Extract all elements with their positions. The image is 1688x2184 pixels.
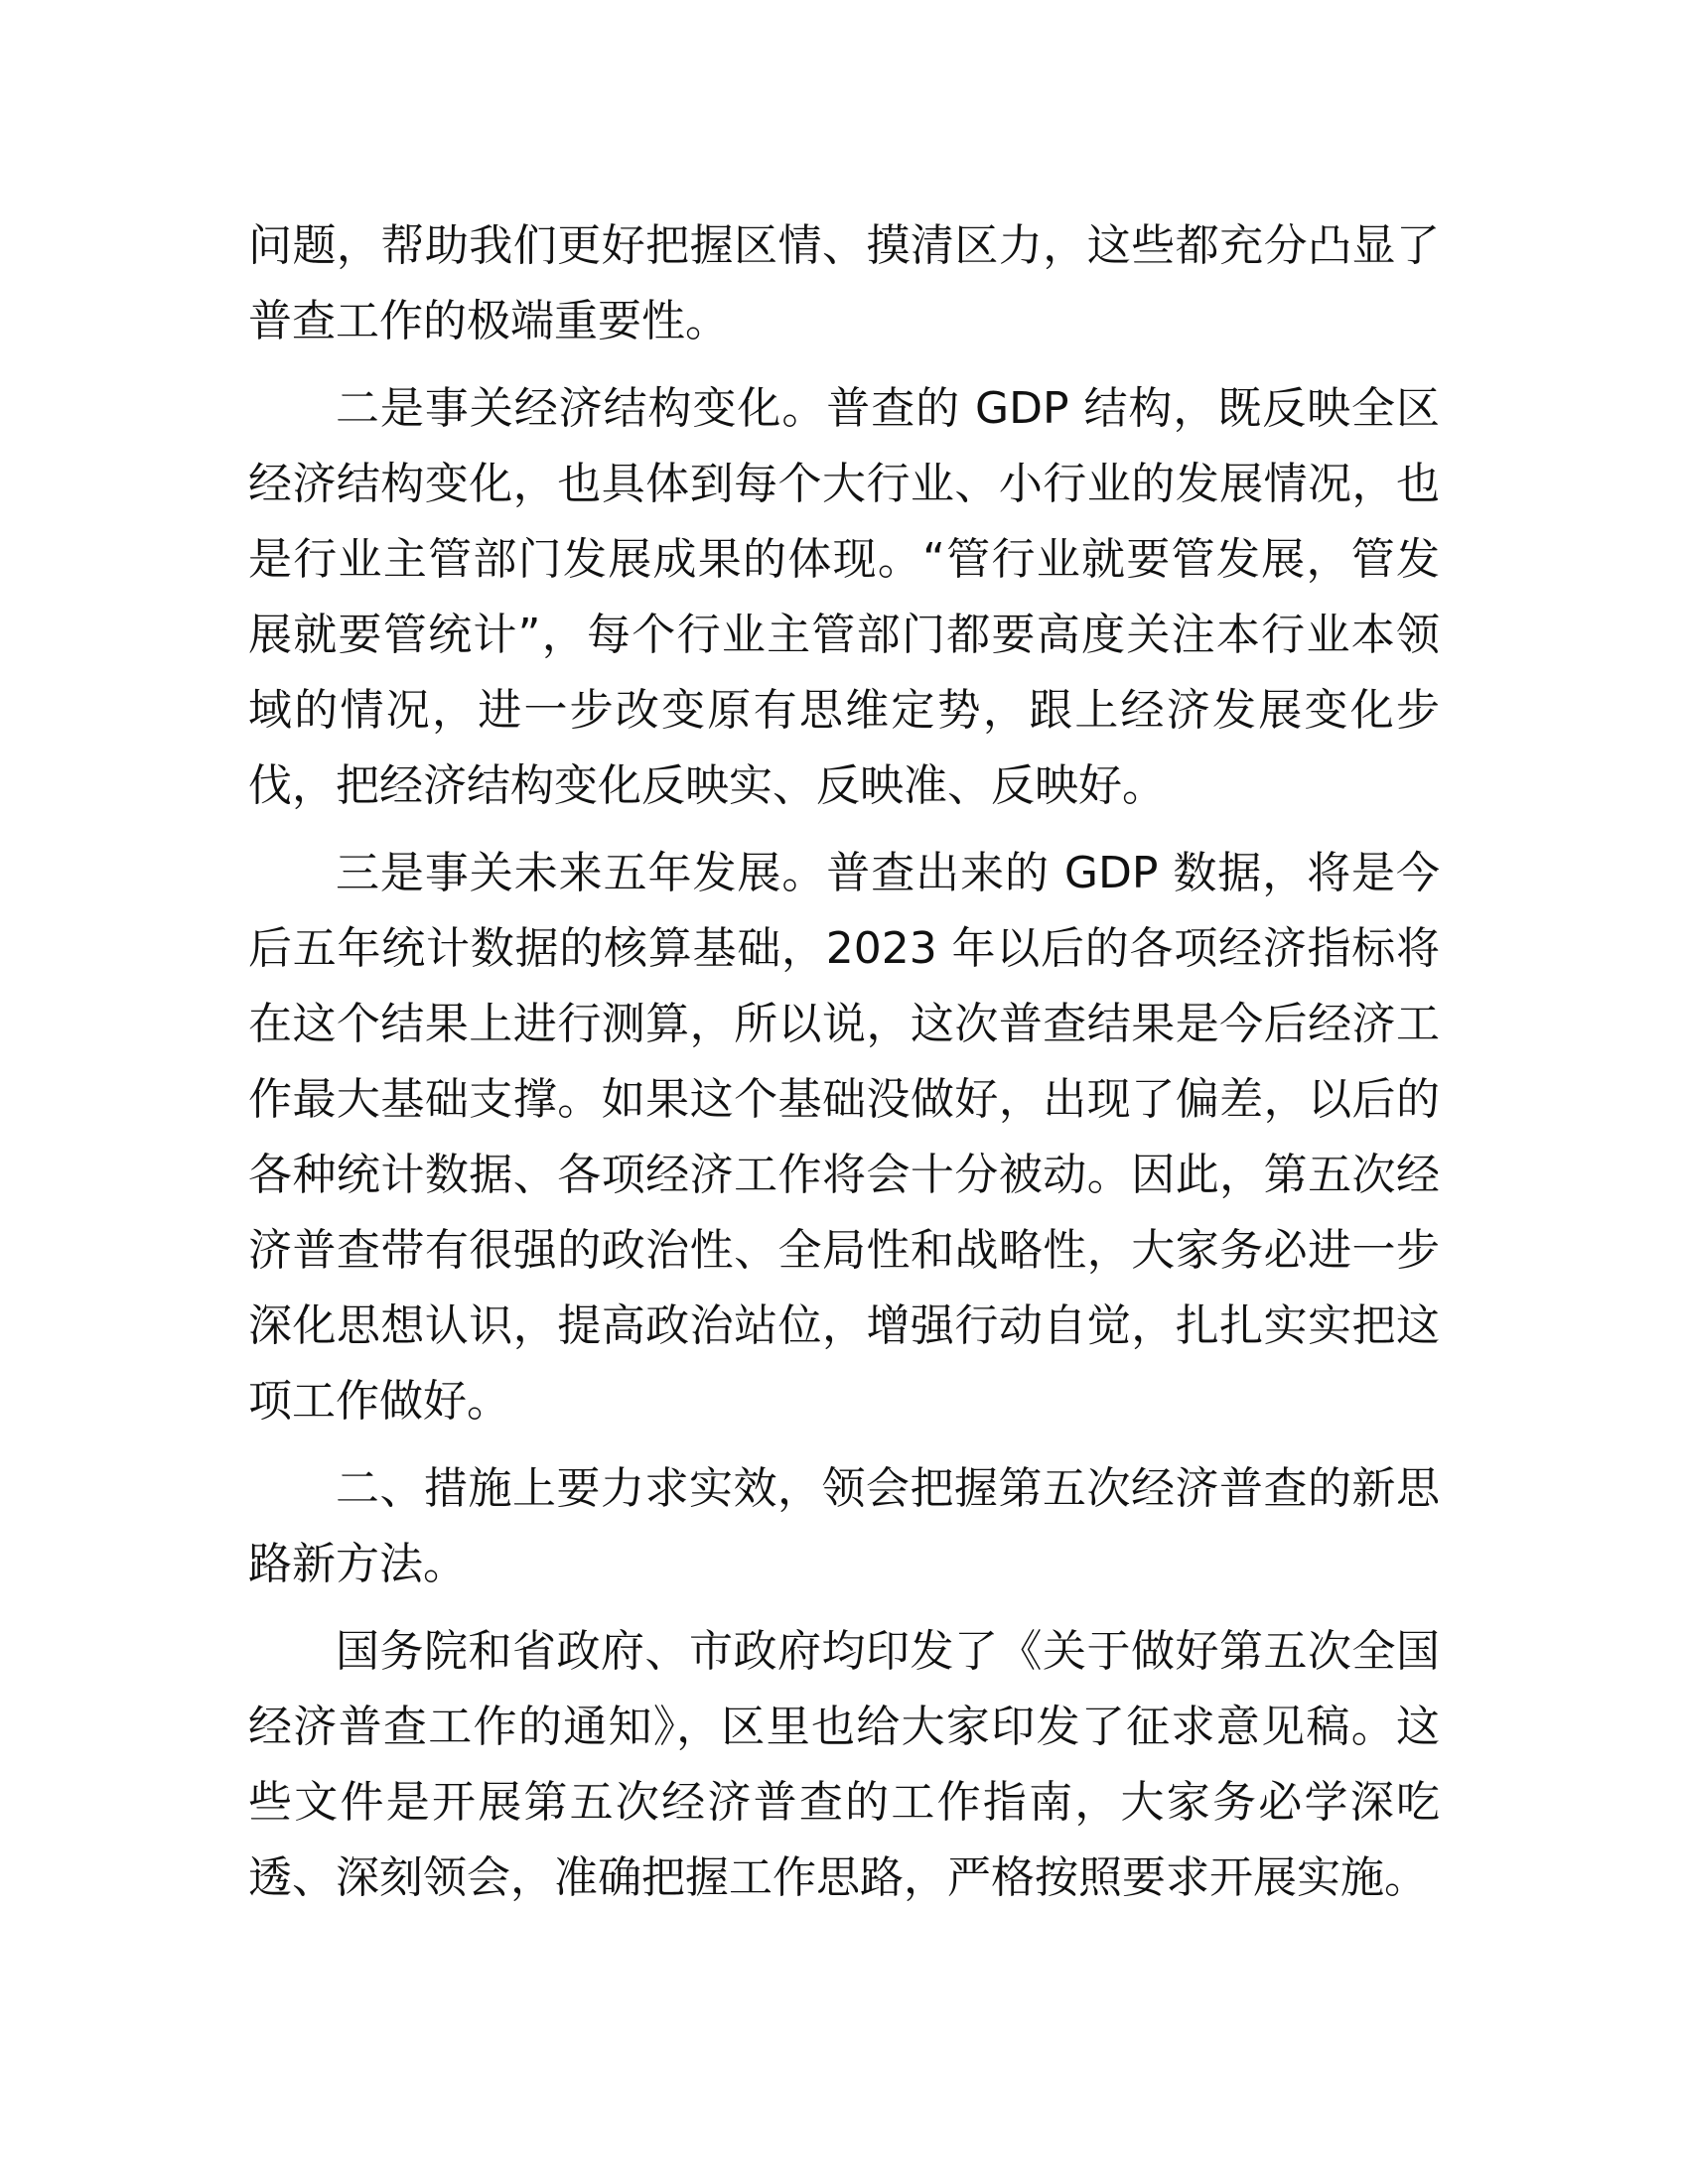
paragraph-five-year-development: 三是事关未来五年发展。普查出来的 GDP 数据，将是今后五年统计数据的核算基础，2023 年以后的各项经济指标将在这个结果上进行测算，所以说，这次普查结果是今后经济工作最大基础支撑。如果这个基础没做好，出现了偏差，以后的各种统计数据、各项经济工作将会十分被动。因此，第五次经济普查带有很强的政治性、全局性和战略性，大家务必进一步深化思想认识，提高政治站位，增强行动自觉，扎扎实实把这项工作做好。	[248, 848, 1440, 1427]
paragraph-economic-structure: 二是事关经济结构变化。普查的 GDP 结构，既反映全区经济结构变化，也具体到每个大行业、小行业的发展情况，也是行业主管部门发展成果的体现。“管行业就要管发展，管发展就要管统计”，每个行业主管部门都要高度关注本行业本领域的情况，进一步改变原有思维定势，跟上经济发展变化步伐，把经济结构变化反映实、反映准、反映好。	[248, 383, 1440, 811]
document-body	[248, 208, 1440, 1928]
paragraph-continuation: 问题，帮助我们更好把握区情、摸清区力，这些都充分凸显了普查工作的极端重要性。	[248, 220, 1440, 346]
paragraph-state-council-notice: 国务院和省政府、市政府均印发了《关于做好第五次全国经济普查工作的通知》，区里也给大家印发了征求意见稿。这些文件是开展第五次经济普查的工作指南，大家务必学深吃透、深刻领会，准确把握工作思路，严格按照要求开展实施。	[248, 1626, 1440, 1903]
section-heading-measures: 二、措施上要力求实效，领会把握第五次经济普查的新思路新方法。	[248, 1463, 1440, 1589]
